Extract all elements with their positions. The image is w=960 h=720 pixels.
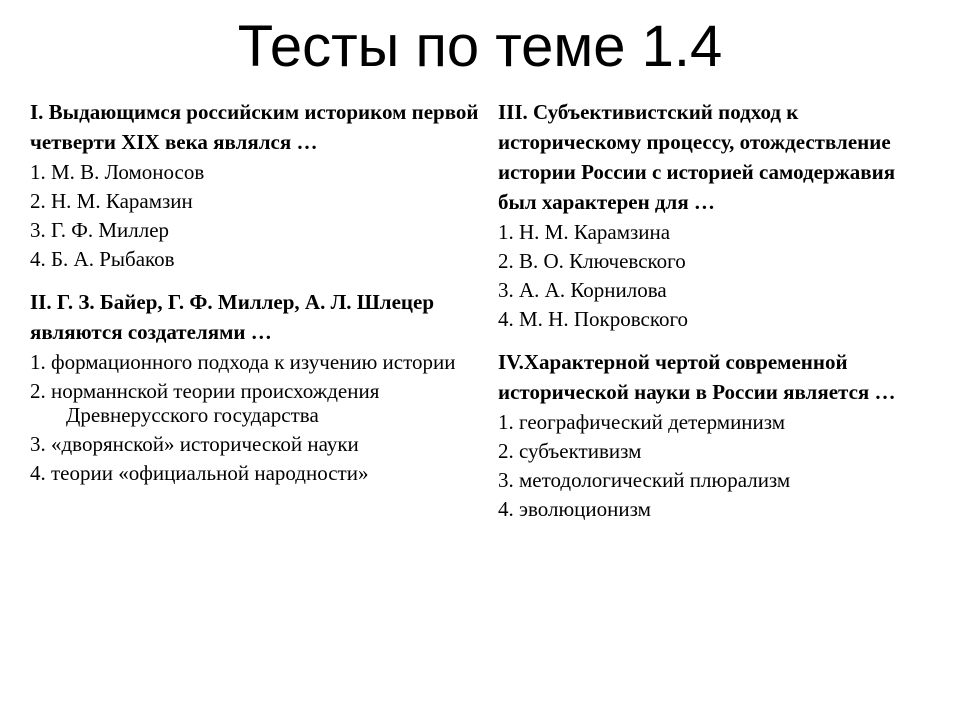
answer-list	[30, 350, 480, 485]
question-4	[498, 347, 938, 521]
page-title: Тесты по теме 1.4	[237, 14, 723, 79]
question-text: II. Г. З. Байер, Г. Ф. Миллер, А. Л. Шлецер являются создателями …	[30, 290, 434, 344]
answer-option: 4. теории «официальной народности»	[30, 461, 369, 485]
right-column	[498, 97, 938, 537]
question-text: I. Выдающимся российским историком первой четверти XIX века являлся …	[30, 100, 479, 154]
answer-option: 1. Н. М. Карамзина	[498, 220, 671, 244]
question-3	[498, 97, 938, 331]
question-text: IV.Характерной чертой современной исторической науки в России является …	[498, 350, 896, 404]
answer-option: 2. В. О. Ключевского	[498, 249, 686, 273]
answer-option: 3. «дворянской» исторической науки	[30, 432, 359, 456]
answer-list	[498, 410, 938, 521]
answer-option: 4. Б. А. Рыбаков	[30, 247, 175, 271]
answer-option: 1. формационного подхода к изучению истории	[30, 350, 456, 374]
answer-option: 3. А. А. Корнилова	[498, 278, 667, 302]
answer-option: 2. субъективизм	[498, 439, 642, 463]
answer-option: 4. эволюционизм	[498, 497, 651, 521]
answer-option: 2. норманнской теории происхождения Древнерусского государства	[30, 379, 380, 427]
answer-option: 2. Н. М. Карамзин	[30, 189, 193, 213]
question-text: III. Субъективистский подход к историческому процессу, отождествление истории России с историей самодержавия был характерен для …	[498, 100, 896, 214]
answer-option: 1. М. В. Ломоносов	[30, 160, 205, 184]
answer-option: 3. Г. Ф. Миллер	[30, 218, 170, 242]
answer-option: 3. методологический плюрализм	[498, 468, 791, 492]
answer-list	[30, 160, 480, 271]
question-2	[30, 287, 480, 485]
answer-option: 1. географический детерминизм	[498, 410, 786, 434]
answer-list	[498, 220, 938, 331]
question-1	[30, 97, 480, 271]
answer-option: 4. М. Н. Покровского	[498, 307, 689, 331]
left-column	[30, 97, 480, 501]
